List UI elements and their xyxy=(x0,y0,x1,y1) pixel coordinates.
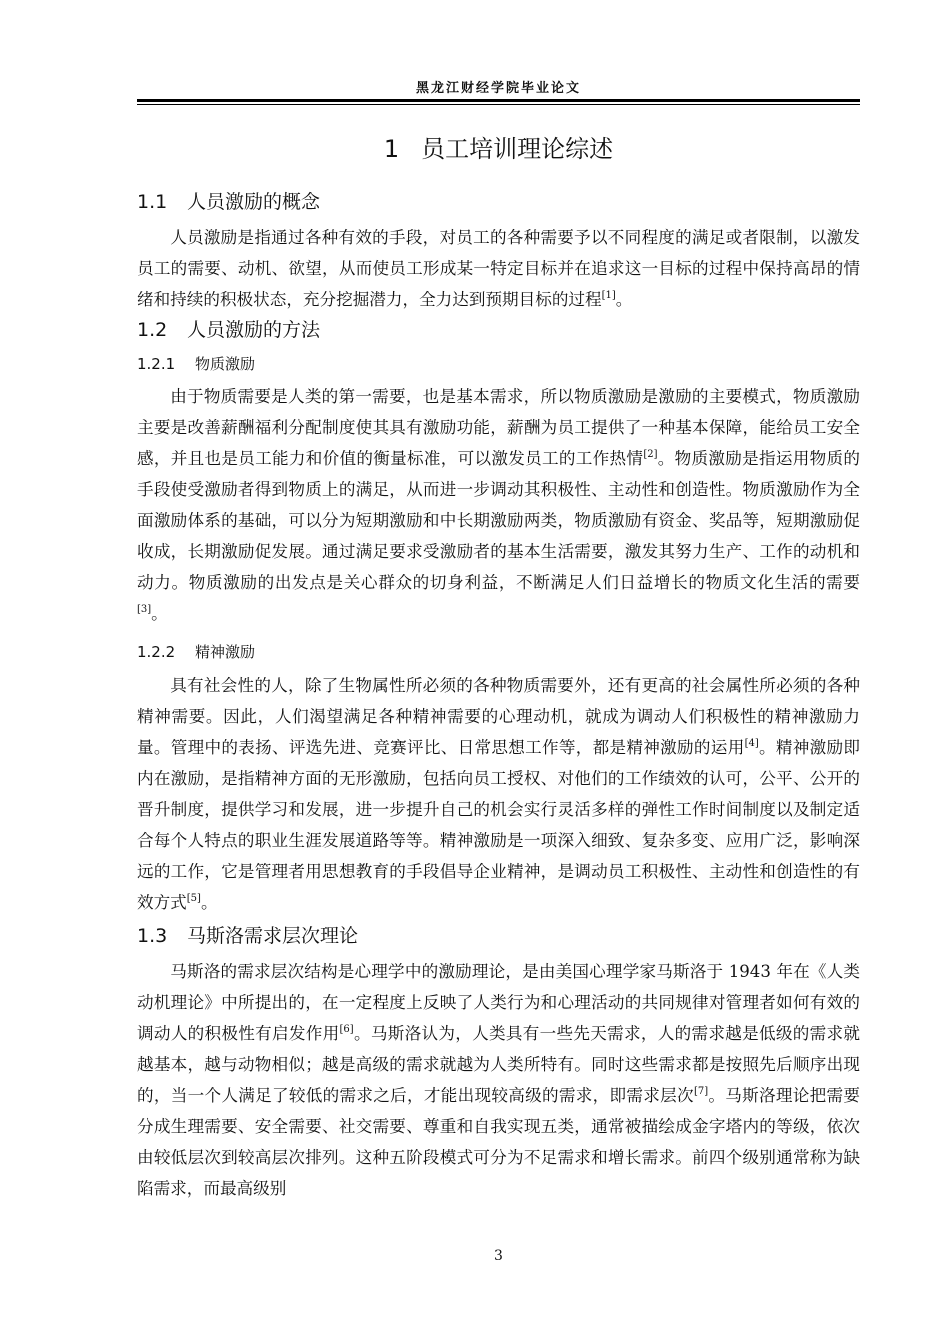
paragraph-text: 。精神激励即内在激励，是指精神方面的无形激励，包括向员工授权、对他们的工作绩效的认可，公平、公开的晋升制度，提供学习和发展，进一步提升自己的机会实行灵活多样的弹性工作时间制度以及制定适合每个人特点的职业生涯发展道路等等。精神激励是一项深入细致、复杂多变、应用广泛，影响深远的工作，它是管理者用思想教育的手段倡导企业精神，是调动员工积极性、主动性和创造性的有效方式 xyxy=(137,738,861,912)
paragraph-text: 。马斯洛理论把需要分成生理需要、安全需要、社交需要、尊重和自我实现五类，通常被描绘成金字塔内的等级，依次由较低层次到较高层次排列。这种五阶段模式可分为不足需求和增长需求。前四个级别通常称为缺陷需求，而最高级别 xyxy=(137,1086,861,1198)
header-rule-thick xyxy=(137,99,860,102)
paragraph-text: 。物质激励是指运用物质的手段使受激励者得到物质上的满足，从而进一步调动其积极性、主动性和创造性。物质激励作为全面激励体系的基础，可以分为短期激励和中长期激励两类，物质激励有资金、奖品等，短期激励促收成，长期激励促发展。通过满足要求受激励者的基本生活需要，激发其努力生产、工作的动机和动力。物质激励的出发点是关心群众的切身利益，不断满足人们日益增长的物质文化生活的需要 xyxy=(137,449,861,592)
subsection-heading-1-2-2 xyxy=(137,640,255,664)
paragraph-text: 。马斯洛认为，人类具有一些先天需求，人的需求越是低级的需求就越基本，越与动物相似；越是高级的需求就越为人类所特有。同时这些需求都是按照先后顺序出现的，当一个人满足了较低的需求之后，才能出现较高级的需求，即需求层次 xyxy=(137,1024,861,1105)
subsection-title: 物质激励 xyxy=(195,355,256,373)
paragraph-text: 由于物质需要是人类的第一需要，也是基本需求，所以物质激励是激励的主要模式，物质激励主要是改善薪酬福利分配制度使其具有激励功能，薪酬为员工提供了一种基本保障，能给员工安全感，并且也是员工能力和价值的衡量标准，可以激发员工的工作热情 xyxy=(137,387,860,468)
paragraph-text: 具有社会性的人，除了生物属性所必须的各种物质需要外，还有更高的社会属性所必须的各种精神需要。因此，人们渴望满足各种精神需要的心理动机，就成为调动人们积极性的精神激励力量。管理中的表扬、评选先进、竞赛评比、日常思想工作等，都是精神激励的运用 xyxy=(137,676,860,757)
paragraph-text: 人员激励是指通过各种有效的手段，对员工的各种需要予以不同程度的满足或者限制，以激发员工的需要、动机、欲望，从而使员工形成某一特定目标并在追求这一目标的过程中保持高昂的情绪和持续的积极状态，充分挖掘潜力，全力达到预期目标的过程 xyxy=(137,228,860,309)
citation-ref: [6] xyxy=(339,1024,354,1035)
chapter-number: 1 xyxy=(383,135,400,163)
subsection-number: 1.2.1 xyxy=(137,355,176,373)
section-number: 1.3 xyxy=(137,925,168,947)
paragraph-material-incentive xyxy=(137,381,860,629)
subsection-number: 1.2.2 xyxy=(137,643,176,661)
chapter-title xyxy=(137,132,860,166)
paragraph-end: 。 xyxy=(200,893,218,912)
section-heading-1-3 xyxy=(137,922,358,950)
paragraph-end: 。 xyxy=(615,290,633,309)
section-title: 马斯洛需求层次理论 xyxy=(187,925,359,947)
paragraph-spiritual-incentive xyxy=(137,670,860,918)
running-header: 黑龙江财经学院毕业论文 xyxy=(415,81,581,96)
section-heading-1-2 xyxy=(137,316,320,344)
chapter-title-text: 员工培训理论综述 xyxy=(421,135,614,163)
section-title: 人员激励的方法 xyxy=(187,319,321,341)
section-number: 1.1 xyxy=(137,191,168,213)
subsection-title: 精神激励 xyxy=(195,643,256,661)
citation-ref: [3] xyxy=(137,604,152,615)
citation-ref: [7] xyxy=(693,1086,709,1097)
paragraph-end: 。 xyxy=(151,604,168,623)
section-number: 1.2 xyxy=(137,319,168,341)
citation-ref: [1] xyxy=(601,290,616,301)
paragraph-maslow xyxy=(137,956,860,1204)
section-title: 人员激励的概念 xyxy=(187,191,321,213)
paragraph-text: 马斯洛的需求层次结构是心理学中的激励理论，是由美国心理学家马斯洛于 1943 年在《人类动机理论》中所提出的，在一定程度上反映了人类行为和心理活动的共同规律对管理者如何有效的调动人的积极性有启发作用 xyxy=(137,962,860,1043)
citation-ref: [5] xyxy=(186,893,201,904)
section-heading-1-1 xyxy=(137,188,320,216)
paragraph-concept xyxy=(137,222,860,315)
header-rule-thin xyxy=(137,104,860,105)
citation-ref: [4] xyxy=(744,738,759,749)
citation-ref: [2] xyxy=(643,449,658,460)
page-number: 3 xyxy=(494,1248,503,1264)
subsection-heading-1-2-1 xyxy=(137,352,255,376)
